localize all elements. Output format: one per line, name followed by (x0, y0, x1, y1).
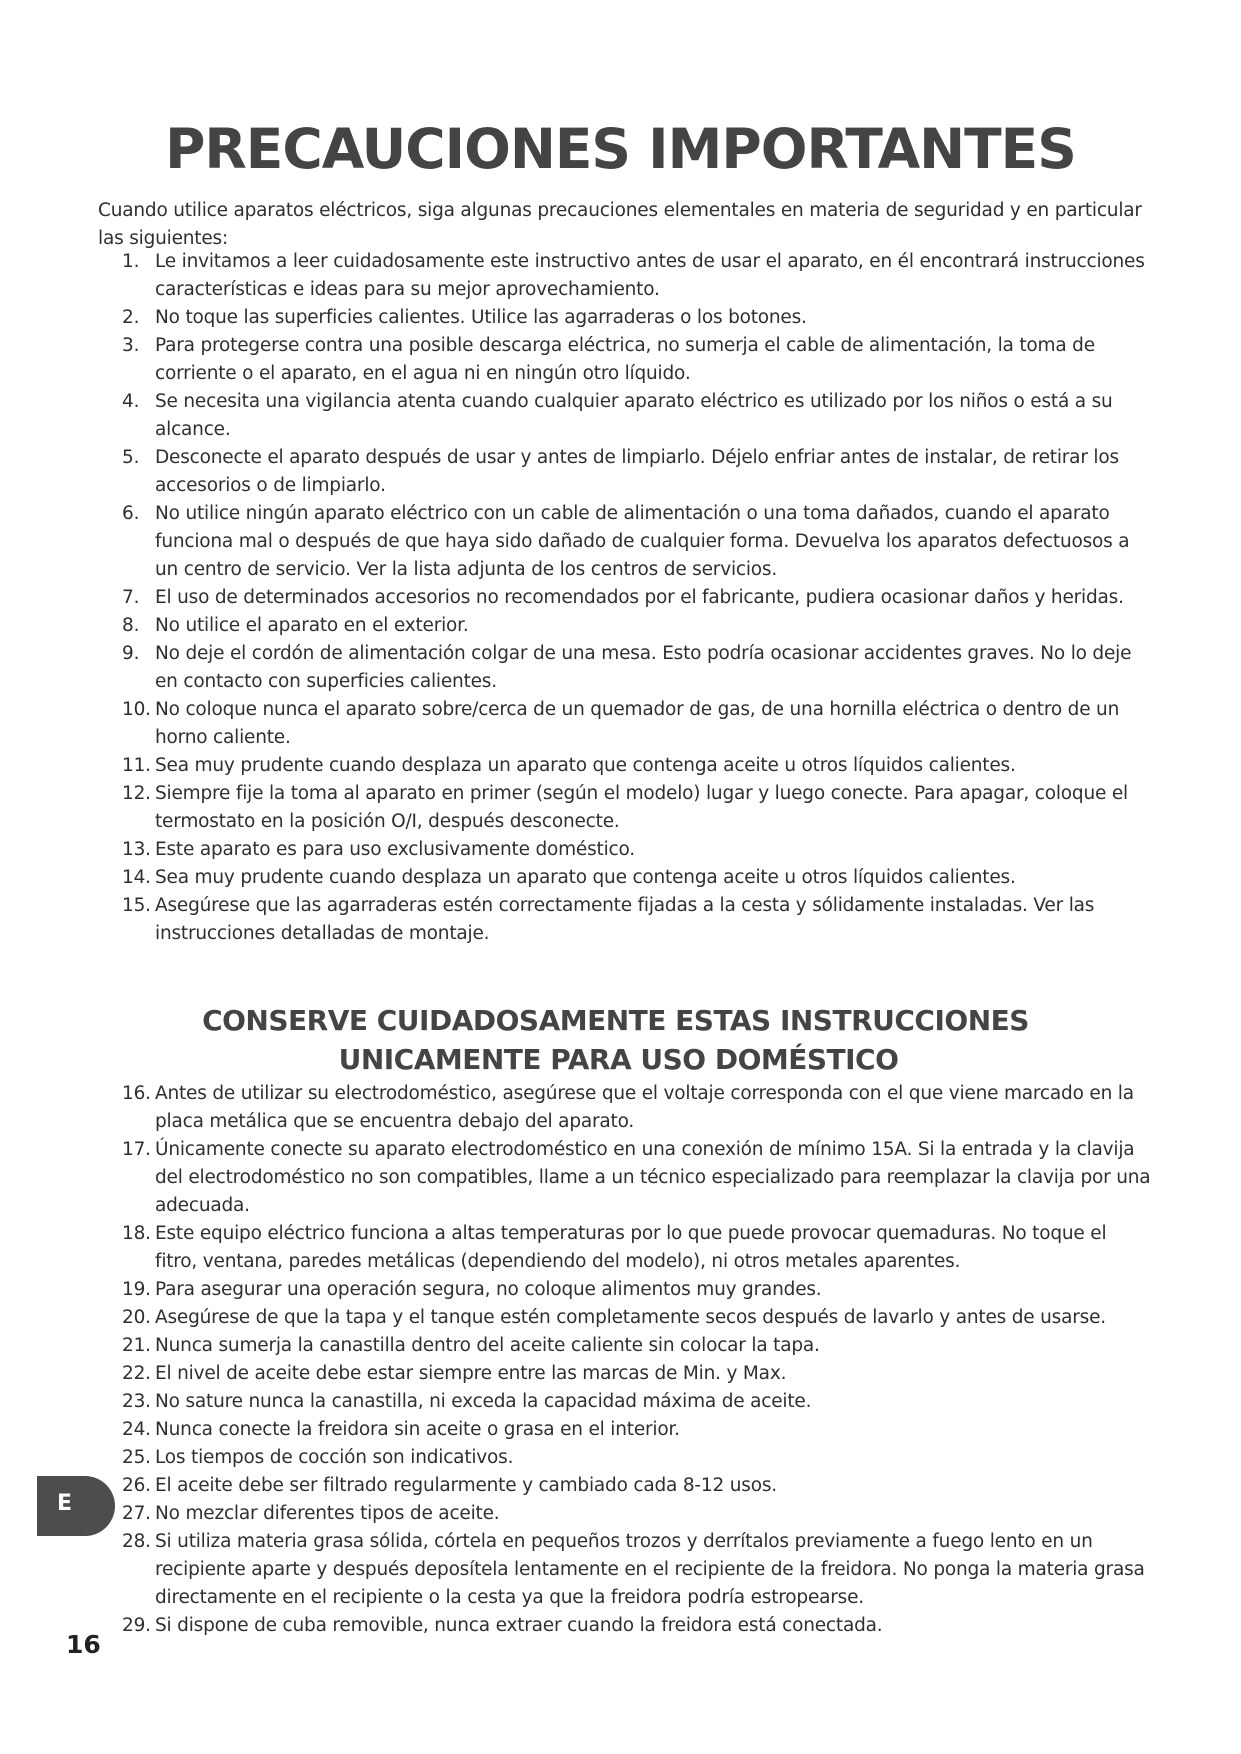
list-item (0, 640, 1241, 696)
list-item (0, 612, 1241, 640)
list-item-number: 25. (122, 1447, 151, 1468)
list-item-number: 23. (122, 1391, 151, 1412)
list-item-text: Este equipo eléctrico funciona a altas temperaturas por lo que puede provocar quemaduras. No toque el fitro, ventana, paredes metálicas (dependiendo del modelo), ni otros metales aparentes. (155, 1223, 1107, 1272)
list-item-number: 16. (122, 1083, 151, 1104)
list-item-number: 19. (122, 1279, 151, 1300)
language-tab (37, 1476, 115, 1536)
list-item-number: 18. (122, 1223, 151, 1244)
list-item (0, 1360, 1241, 1388)
list-item-number: 6. (122, 503, 140, 524)
list-item-number: 12. (122, 783, 151, 804)
list-item-number: 5. (122, 447, 140, 468)
list-item (0, 892, 1241, 948)
list-item (0, 248, 1241, 304)
list-item-number: 4. (122, 391, 140, 412)
page-number: 16 (66, 1630, 101, 1659)
list-item-number: 14. (122, 867, 151, 888)
list-item-number: 11. (122, 755, 151, 776)
list-item-number: 26. (122, 1475, 151, 1496)
list-item-number: 2. (122, 307, 140, 328)
list-item (0, 304, 1241, 332)
list-item-text: El aceite debe ser filtrado regularmente y cambiado cada 8-12 usos. (155, 1475, 777, 1496)
list-item (0, 1136, 1241, 1220)
list-item-text: No coloque nunca el aparato sobre/cerca de un quemador de gas, de una hornilla eléctrica o dentro de un horno caliente. (155, 699, 1120, 748)
intro-paragraph: Cuando utilice aparatos eléctricos, siga algunas precauciones elementales en materia de seguridad y en particular las siguientes: (98, 200, 1142, 249)
list-item (0, 500, 1241, 584)
list-item-number: 13. (122, 839, 151, 860)
list-item (0, 444, 1241, 500)
list-item (0, 836, 1241, 864)
list-item-text: Asegúrese que las agarraderas estén correctamente fijadas a la cesta y sólidamente instaladas. Ver las instrucciones detalladas de montaje. (155, 895, 1095, 944)
list-item-number: 20. (122, 1307, 151, 1328)
page-title: PRECAUCIONES IMPORTANTES (165, 117, 1076, 181)
list-item-text: Asegúrese de que la tapa y el tanque estén completamente secos después de lavarlo y antes de usarse. (155, 1307, 1106, 1328)
list-item (0, 780, 1241, 836)
list-item-text: El uso de determinados accesorios no recomendados por el fabricante, pudiera ocasionar daños y heridas. (155, 587, 1124, 608)
list-item-text: Se necesita una vigilancia atenta cuando cualquier aparato eléctrico es utilizado por los niños o está a su alcance. (155, 391, 1113, 440)
list-item-text: No sature nunca la canastilla, ni exceda la capacidad máxima de aceite. (155, 1391, 812, 1412)
list-item (0, 1444, 1241, 1472)
list-item-number: 3. (122, 335, 140, 356)
precautions-list (0, 248, 1241, 948)
list-item (0, 696, 1241, 752)
list-item-text: Si utiliza materia grasa sólida, córtela en pequeños trozos y derrítalos previamente a fuego lento en un recipiente aparte y después deposítela lentamente en el recipiente de la freidora. No ponga la materia grasa directamente en el recipiente o la cesta ya que la freidora podría estropearse. (155, 1531, 1145, 1608)
list-item-number: 9. (122, 643, 140, 664)
list-item-text: Antes de utilizar su electrodoméstico, asegúrese que el voltaje corresponda con el que viene marcado en la placa metálica que se encuentra debajo del aparato. (155, 1083, 1134, 1132)
list-item-text: No mezclar diferentes tipos de aceite. (155, 1503, 500, 1524)
list-item-number: 22. (122, 1363, 151, 1384)
list-item-text: Para protegerse contra una posible descarga eléctrica, no sumerja el cable de alimentación, la toma de corriente o el aparato, en el agua ni en ningún otro líquido. (155, 335, 1095, 384)
list-item (0, 388, 1241, 444)
list-item-text: No toque las superficies calientes. Utilice las agarraderas o los botones. (155, 307, 807, 328)
list-item-text: Si dispone de cuba removible, nunca extraer cuando la freidora está conectada. (155, 1615, 883, 1636)
subheading-conserve: CONSERVE CUIDADOSAMENTE ESTAS INSTRUCCIONES (202, 1004, 1029, 1037)
list-item-text: No utilice ningún aparato eléctrico con un cable de alimentación o una toma dañados, cuando el aparato funciona mal o después de que haya sido dañado de cualquier forma. Devuelva los aparatos defectuosos a un centro de servicio. Ver la lista adjunta de los centros de servicios. (155, 503, 1130, 580)
language-tab-label: E (57, 1491, 73, 1516)
list-item-text: Desconecte el aparato después de usar y antes de limpiarlo. Déjelo enfriar antes de instalar, de retirar los accesorios o de limpiarlo. (155, 447, 1119, 496)
list-item (0, 752, 1241, 780)
list-item (0, 1220, 1241, 1276)
list-item-text: Sea muy prudente cuando desplaza un aparato que contenga aceite u otros líquidos calientes. (155, 755, 1016, 776)
additional-precautions-list (0, 1080, 1241, 1640)
list-item-number: 29. (122, 1615, 151, 1636)
list-item (0, 1332, 1241, 1360)
list-item-number: 28. (122, 1531, 151, 1552)
list-item-number: 8. (122, 615, 140, 636)
list-item (0, 1388, 1241, 1416)
list-item-text: Los tiempos de cocción son indicativos. (155, 1447, 514, 1468)
list-item-number: 7. (122, 587, 140, 608)
list-item-number: 24. (122, 1419, 151, 1440)
list-item (0, 1472, 1241, 1500)
list-item (0, 1416, 1241, 1444)
list-item (0, 1500, 1241, 1528)
list-item-text: Siempre fije la toma al aparato en primer (según el modelo) lugar y luego conecte. Para apagar, coloque el termostato en la posición O/I, después desconecte. (155, 783, 1128, 832)
list-item-number: 1. (122, 251, 140, 272)
list-item-text: Para asegurar una operación segura, no coloque alimentos muy grandes. (155, 1279, 822, 1300)
list-item (0, 584, 1241, 612)
list-item-text: Este aparato es para uso exclusivamente doméstico. (155, 839, 635, 860)
list-item-number: 27. (122, 1503, 151, 1524)
list-item-number: 10. (122, 699, 151, 720)
list-item-number: 21. (122, 1335, 151, 1356)
list-item (0, 332, 1241, 388)
list-item-text: Únicamente conecte su aparato electrodoméstico en una conexión de mínimo 15A. Si la entrada y la clavija del electrodoméstico no son compatibles, llame a un técnico especializado para reemplazar la clavija por una adecuada. (155, 1139, 1151, 1216)
list-item-number: 15. (122, 895, 151, 916)
list-item (0, 1612, 1241, 1640)
list-item (0, 1276, 1241, 1304)
list-item-number: 17. (122, 1139, 151, 1160)
list-item-text: No deje el cordón de alimentación colgar de una mesa. Esto podría ocasionar accidentes graves. No lo deje en contacto con superficies calientes. (155, 643, 1132, 692)
list-item-text: Sea muy prudente cuando desplaza un aparato que contenga aceite u otros líquidos calientes. (155, 867, 1016, 888)
list-item (0, 1080, 1241, 1136)
subheading-domestic-use: UNICAMENTE PARA USO DOMÉSTICO (338, 1043, 899, 1076)
list-item-text: Le invitamos a leer cuidadosamente este instructivo antes de usar el aparato, en él encontrará instrucciones características e ideas para su mejor aprovechamiento. (155, 251, 1145, 300)
list-item (0, 1528, 1241, 1612)
list-item (0, 1304, 1241, 1332)
list-item-text: Nunca sumerja la canastilla dentro del aceite caliente sin colocar la tapa. (155, 1335, 820, 1356)
list-item-text: Nunca conecte la freidora sin aceite o grasa en el interior. (155, 1419, 680, 1440)
list-item-text: No utilice el aparato en el exterior. (155, 615, 469, 636)
list-item (0, 864, 1241, 892)
list-item-text: El nivel de aceite debe estar siempre entre las marcas de Min. y Max. (155, 1363, 787, 1384)
